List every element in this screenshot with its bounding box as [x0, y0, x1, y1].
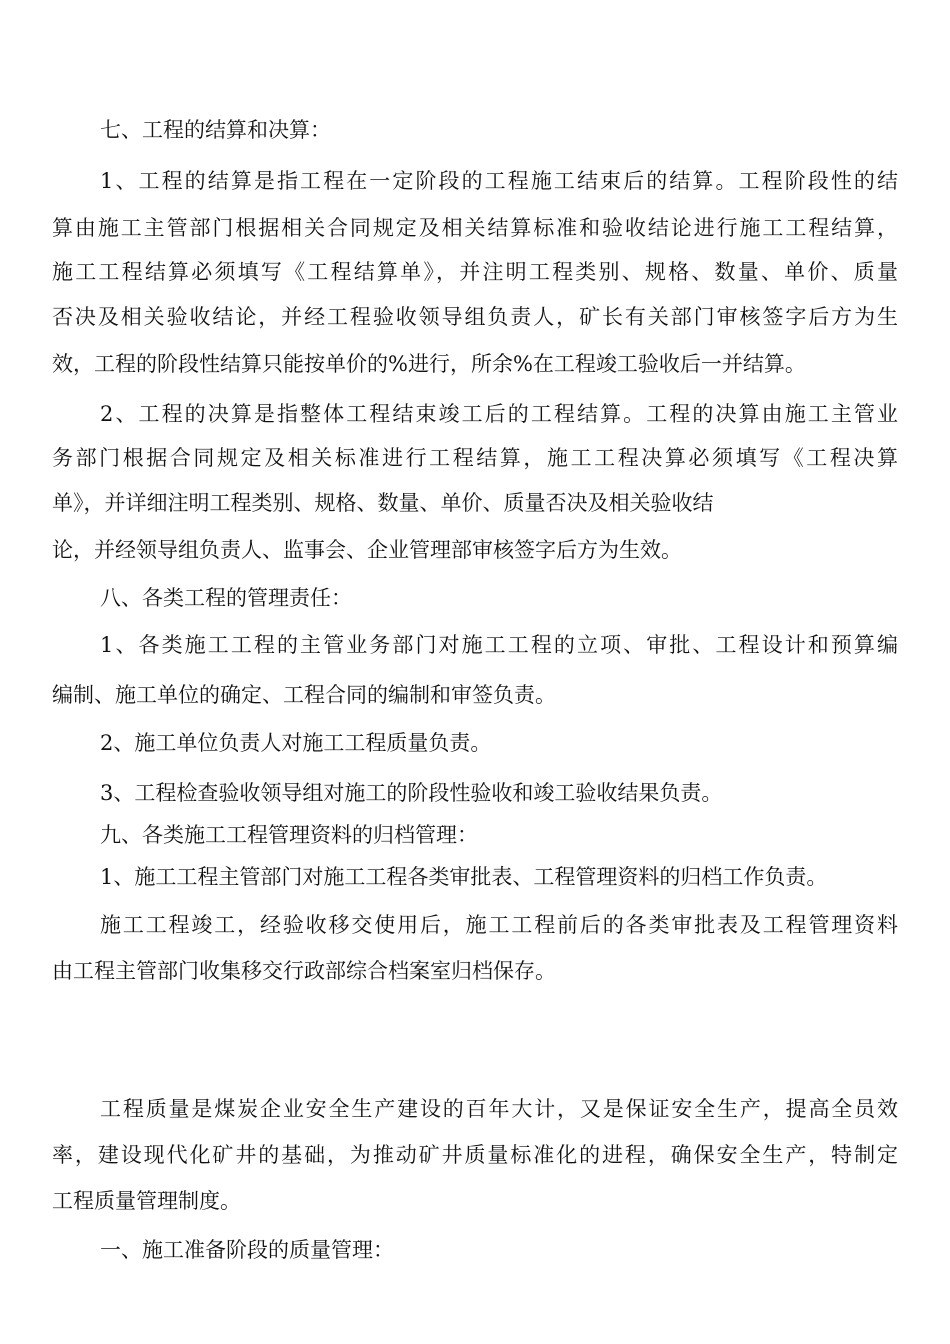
- paragraph-line: 否决及相关验收结论，并经工程验收领导组负责人，矿长有关部门审核签字后方为生: [52, 305, 898, 329]
- paragraph-line: 3、工程检查验收领导组对施工的阶段性验收和竣工验收结果负责。: [100, 781, 723, 805]
- section-heading-1: 一、施工准备阶段的质量管理：: [100, 1238, 394, 1262]
- section-heading-8: 八、各类工程的管理责任：: [100, 586, 352, 610]
- paragraph-line: 1、施工工程主管部门对施工工程各类审批表、工程管理资料的归档工作负责。: [100, 865, 828, 889]
- paragraph-line: 1、各类施工工程的主管业务部门对施工工程的立项、审批、工程设计和预算编: [100, 633, 898, 657]
- paragraph-line: 2、工程的决算是指整体工程结束竣工后的工程结算。工程的决算由施工主管业: [100, 402, 898, 426]
- paragraph-line: 务部门根据合同规定及相关标准进行工程结算，施工工程决算必须填写《工程决算: [52, 446, 898, 470]
- paragraph-line: 施工工程竣工，经验收移交使用后，施工工程前后的各类审批表及工程管理资料: [100, 913, 898, 937]
- paragraph-line: 由工程主管部门收集移交行政部综合档案室归档保存。: [52, 959, 556, 983]
- paragraph-line: 效，工程的阶段性结算只能按单价的%进行，所余%在工程竣工验收后一并结算。: [52, 352, 806, 376]
- section-heading-9: 九、各类施工工程管理资料的归档管理：: [100, 823, 478, 847]
- paragraph-line: 2、施工单位负责人对施工工程质量负责。: [100, 731, 492, 755]
- paragraph-line: 施工工程结算必须填写《工程结算单》，并注明工程类别、规格、数量、单价、质量: [52, 260, 898, 284]
- paragraph-line: 工程质量管理制度。: [52, 1189, 241, 1213]
- paragraph-line: 编制、施工单位的确定、工程合同的编制和审签负责。: [52, 683, 556, 707]
- section-heading-7: 七、工程的结算和决算：: [100, 118, 331, 142]
- paragraph-line: 1、工程的结算是指工程在一定阶段的工程施工结束后的结算。工程阶段性的结: [100, 169, 898, 193]
- paragraph-line: 算由施工主管部门根据相关合同规定及相关结算标准和验收结论进行施工工程结算，: [52, 216, 898, 240]
- paragraph-line: 率，建设现代化矿井的基础，为推动矿井质量标准化的进程，确保安全生产，特制定: [52, 1143, 898, 1167]
- paragraph-line: 工程质量是煤炭企业安全生产建设的百年大计，又是保证安全生产，提高全员效: [100, 1097, 898, 1121]
- paragraph-line: 单》，并详细注明工程类别、规格、数量、单价、质量否决及相关验收结: [52, 491, 714, 515]
- paragraph-line: 论，并经领导组负责人、监事会、企业管理部审核签字后方为生效。: [52, 538, 682, 562]
